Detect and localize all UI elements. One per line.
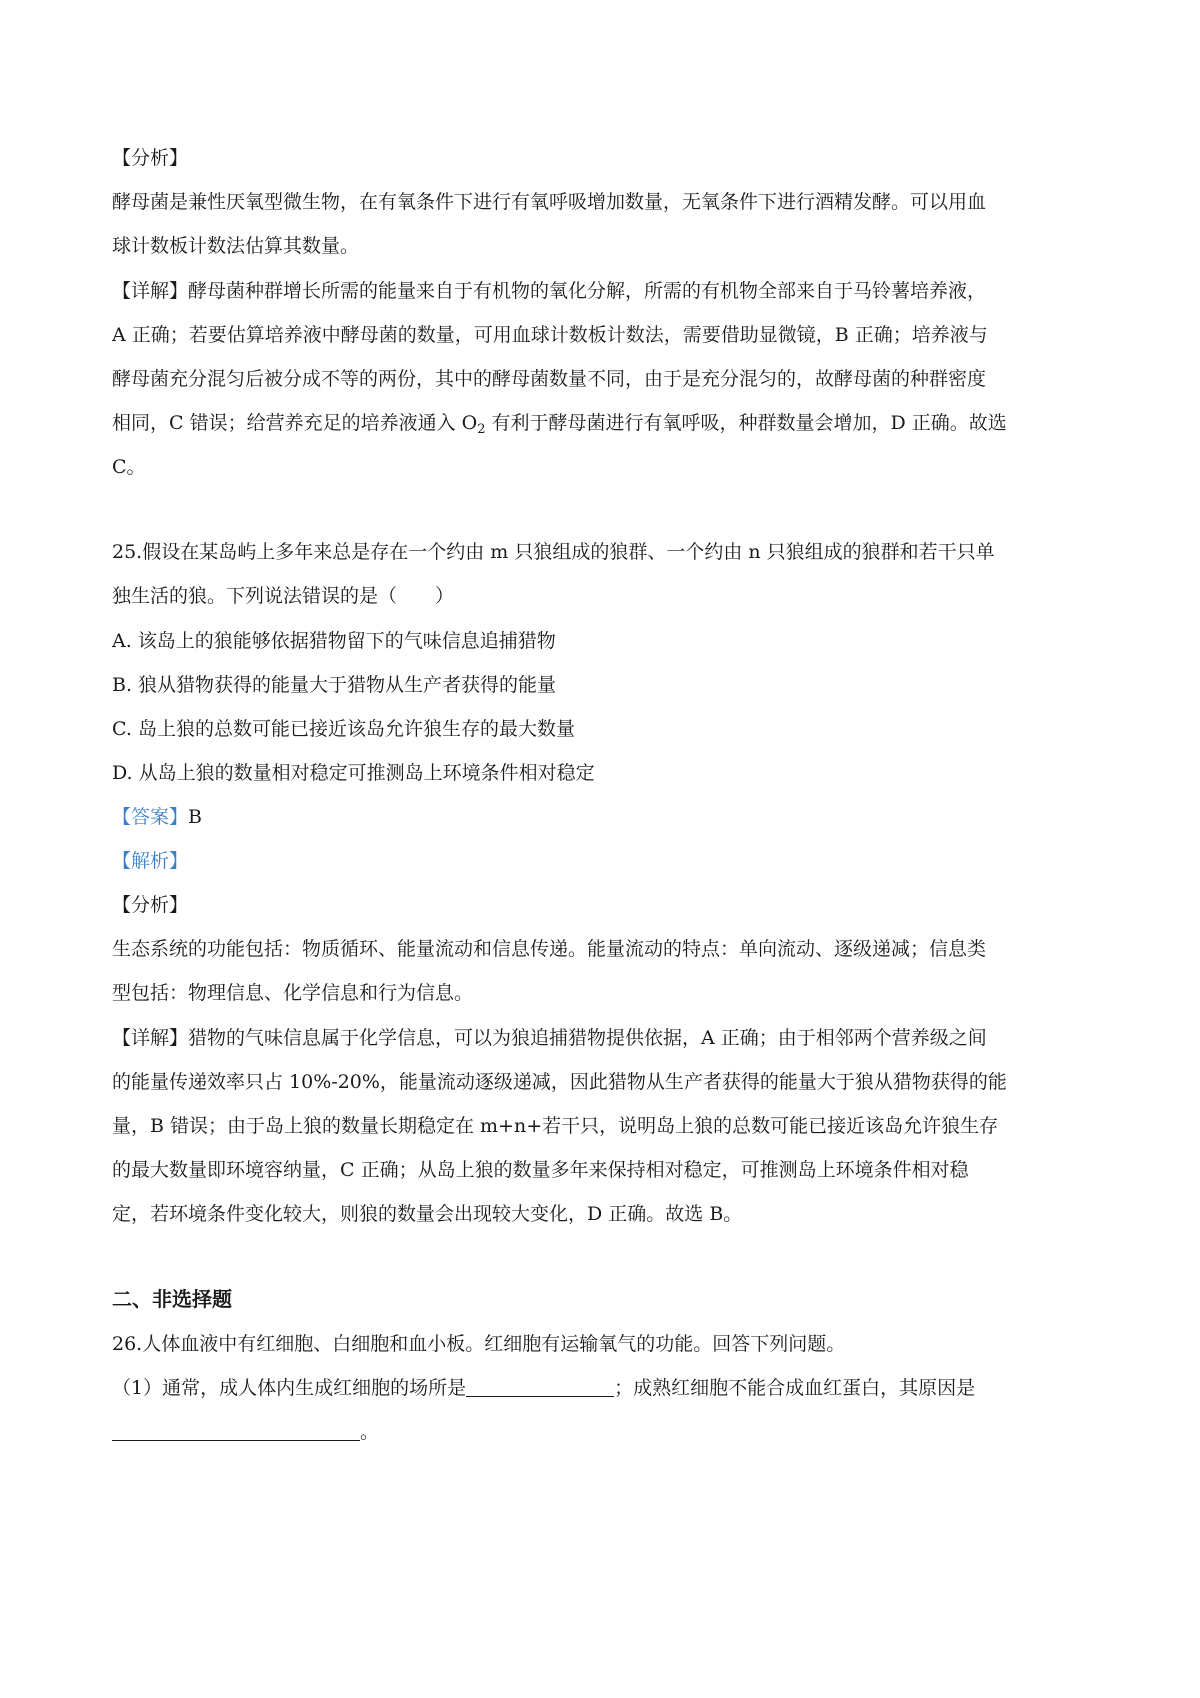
option-a: A. 该岛上的狼能够依据猎物留下的气味信息追捕猎物 — [112, 630, 556, 652]
answer-line — [112, 804, 202, 830]
option-c: C. 岛上狼的总数可能已接近该岛允许狼生存的最大数量 — [112, 718, 575, 740]
analysis-line: 生态系统的功能包括：物质循环、能量流动和信息传递。能量流动的特点：单向流动、逐级递减；信息类 — [112, 938, 987, 960]
explain-label: 【解析】 — [112, 850, 189, 872]
detail-line: 定，若环境条件变化较大，则狼的数量会出现较大变化，D 正确。故选 B。 — [112, 1203, 743, 1225]
analysis-title: 【分析】 — [112, 894, 189, 916]
detail-line-with-formula — [112, 410, 1007, 436]
option-d: D. 从岛上狼的数量相对稳定可推测岛上环境条件相对稳定 — [112, 762, 595, 784]
option-b: B. 狼从猎物获得的能量大于猎物从生产者获得的能量 — [112, 674, 557, 696]
answer-blank-1[interactable] — [466, 1376, 614, 1397]
detail-line: 量，B 错误；由于岛上狼的数量长期稳定在 m+n+若干只，说明岛上狼的总数可能已接近该岛允许狼生存 — [112, 1115, 999, 1137]
analysis-line: 球计数板计数法估算其数量。 — [112, 235, 360, 257]
part-text: （1）通常，成人体内生成红细胞的场所是 — [112, 1377, 467, 1399]
question-stem: 25.假设在某岛屿上多年来总是存在一个约由 m 只狼组成的狼群、一个约由 n 只狼组成的狼群和若干只单 — [112, 541, 995, 563]
detail-text: 有利于酵母菌进行有氧呼吸，种群数量会增加，D 正确。故选 — [485, 412, 1007, 434]
analysis-line: 酵母菌是兼性厌氧型微生物，在有氧条件下进行有氧呼吸增加数量，无氧条件下进行酒精发酵。可以用血 — [112, 191, 987, 213]
question-part-1 — [112, 1375, 975, 1401]
detail-line: 【详解】猎物的气味信息属于化学信息，可以为狼追捕猎物提供依据，A 正确；由于相邻两个营养级之间 — [112, 1027, 987, 1049]
part-text: 。 — [360, 1421, 380, 1443]
detail-line: 酵母菌充分混匀后被分成不等的两份，其中的酵母菌数量不同，由于是充分混匀的，故酵母菌的种群密度 — [112, 368, 987, 390]
detail-text: 相同，C 错误；给营养充足的培养液通入 O — [112, 412, 478, 434]
answer-blank-2[interactable] — [112, 1420, 360, 1441]
detail-line: A 正确；若要估算培养液中酵母菌的数量，可用血球计数板计数法，需要借助显微镜，B 正确；培养液与 — [112, 324, 988, 346]
analysis-title: 【分析】 — [112, 147, 189, 169]
detail-line: 【详解】酵母菌种群增长所需的能量来自于有机物的氧化分解，所需的有机物全部来自于马铃薯培养液， — [112, 280, 987, 302]
part-text: ；成熟红细胞不能合成血红蛋白，其原因是 — [614, 1377, 976, 1399]
subscript: 2 — [477, 422, 486, 437]
answer-label: 【答案】 — [112, 806, 189, 828]
detail-line: 的最大数量即环境容纳量，C 正确；从岛上狼的数量多年来保持相对稳定，可推测岛上环境条件相对稳 — [112, 1159, 969, 1181]
question-part-1-continued — [112, 1419, 379, 1445]
section-heading: 二、非选择题 — [112, 1287, 232, 1311]
question-stem: 独生活的狼。下列说法错误的是（ ） — [112, 585, 455, 607]
detail-line: 的能量传递效率只占 10%-20%，能量流动逐级递减，因此猎物从生产者获得的能量大于狼从猎物获得的能 — [112, 1071, 1007, 1093]
answer-value: B — [188, 806, 202, 828]
detail-line: C。 — [112, 456, 146, 478]
analysis-line: 型包括：物理信息、化学信息和行为信息。 — [112, 982, 474, 1004]
question-stem: 26.人体血液中有红细胞、白细胞和血小板。红细胞有运输氧气的功能。回答下列问题。 — [112, 1333, 846, 1355]
